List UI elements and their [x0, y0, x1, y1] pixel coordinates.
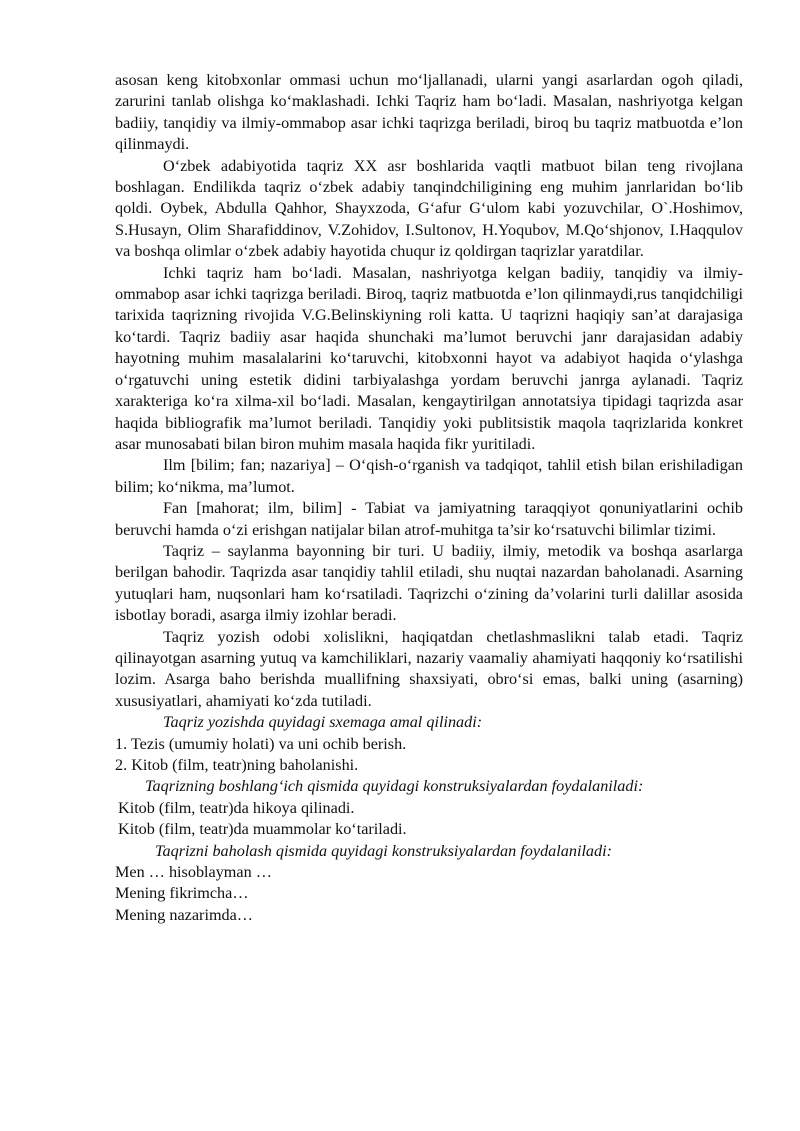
paragraph-review-ethics: Taqriz yozish odobi xolislikni, haqiqatdan chetlashmaslikni talab etadi. Taqriz qilinayotgan asarning yutuq va kamchiliklari, nazariy vaamaliy ahamiyati haqqoniy koʻrsatilishi lozim. Asarga baho berishda muallifning shaxsiyati, obroʻsi emas, balki uning (asarning) xususiyatlari, ahamiyati koʻzda tutiladi. [115, 627, 743, 710]
paragraph-fan-definition: Fan [mahorat; ilm, bilim] - Tabiat va jamiyatning taraqqiyot qonuniyatlarini ochib beruvchi hamda oʻzi erishgan natijalar bilan atrof-muhitga ta’sir koʻrsatuvchi bilimlar tizimi. [115, 499, 743, 539]
evaluation-item-2: Mening fikrimcha… [115, 884, 249, 903]
paragraph-intro: asosan keng kitobxonlar ommasi uchun moʻljallanadi, ularni yangi asarlardan ogoh qiladi, zarurini tanlab olishga koʻmaklashadi. Ichki Taqriz ham boʻladi. Masalan, nashriyotga kelgan badiiy, tanqidiy va ilmiy-ommabop asar ichki taqrizga beriladi, biroq bu taqriz matbuotda e’lon qilinmaydi. [115, 71, 743, 154]
paragraph-internal-review: Ichki taqriz ham boʻladi. Masalan, nashriyotga kelgan badiiy, tanqidiy va ilmiy-ommabop asar ichki taqrizga beriladi. Biroq, taqriz matbuotda e’lon qilinmaydi,rus tanqidchiligi tarixida taqrizning rivojida V.G.Belinskiyning roli katta. U taqrizni haqiqiy san’at darajasiga koʻtardi. Taqriz badiiy asar haqida shunchaki ma’lumot beruvchi janr darajasidan adabiy hayotning muhim masalalarini koʻtaruvchi, kitobxonni hayot va adabiyot haqida oʻylashga oʻrgatuvchi uning estetik didini tarbiyalashga yordam beruvchi janrga aylanadi. Taqriz xarakteriga koʻra xilma-xil boʻladi. Masalan, kengaytirilgan annotatsiya tipidagi taqrizda asar haqida bibliografik ma’lumot beriladi. Tanqidiy yoki publitsistik maqola taqrizlarida konkret asar munosabati bilan biron muhim masala haqida fikr yuritiladi. [115, 263, 743, 453]
scheme-item-1: 1. Tezis (umumiy holati) va uni ochib berish. [115, 734, 407, 753]
intro-item-1: Kitob (film, teatr)da hikoya qilinadi. [118, 798, 355, 817]
evaluation-heading: Taqrizni baholash qismida quyidagi konstruksiyalardan foydalaniladi: [155, 841, 613, 860]
intro-item-2: Kitob (film, teatr)da muammolar koʻtariladi. [118, 820, 407, 839]
evaluation-item-1: Men … hisoblayman … [115, 863, 272, 882]
scheme-heading: Taqriz yozishda quyidagi sxemaga amal qilinadi: [163, 713, 483, 732]
paragraph-uzbek-literature: Oʻzbek adabiyotida taqriz XX asr boshlarida vaqtli matbuot bilan teng rivojlana boshlagan. Endilikda taqriz oʻzbek adabiy tanqindchiligining eng muhim janrlaridan boʻlib qoldi. Oybek, Abdulla Qahhor, Shayxzoda, Gʻafur Gʻulom kabi yozuvchilar, O`.Hoshimov, S.Husayn, Olim Sharafiddinov, V.Zohidov, I.Sultonov, H.Yoqubov, M.Qoʻshjonov, I.Haqqulov va boshqa olimlar oʻzbek adabiy hayotida chuqur iz qoldirgan taqrizlar yaratdilar. [115, 156, 743, 261]
intro-heading: Taqrizning boshlangʻich qismida quyidagi konstruksiyalardan foydalaniladi: [145, 777, 644, 796]
paragraph-ilm-definition: Ilm [bilim; fan; nazariya] – Oʻqish-oʻrganish va tadqiqot, tahlil etish bilan erishiladigan bilim; koʻnikma, ma’lumot. [115, 456, 743, 496]
paragraph-taqriz-definition: Taqriz – saylanma bayonning bir turi. U badiiy, ilmiy, metodik va boshqa asarlarga berilgan bahodir. Taqrizda asar tanqidiy tahlil etiladi, shu nuqtai nazardan baholanadi. Asarning yutuqlari ham, nuqsonlari ham koʻrsatiladi. Taqrizchi oʻzining da’volarini turli dalillar asosida isbotlay boradi, asarga ilmiy izohlar beradi. [115, 541, 743, 625]
scheme-item-2: 2. Kitob (film, teatr)ning baholanishi. [115, 756, 359, 774]
evaluation-item-3: Mening nazarimda… [115, 905, 253, 924]
document-page [115, 70, 743, 926]
